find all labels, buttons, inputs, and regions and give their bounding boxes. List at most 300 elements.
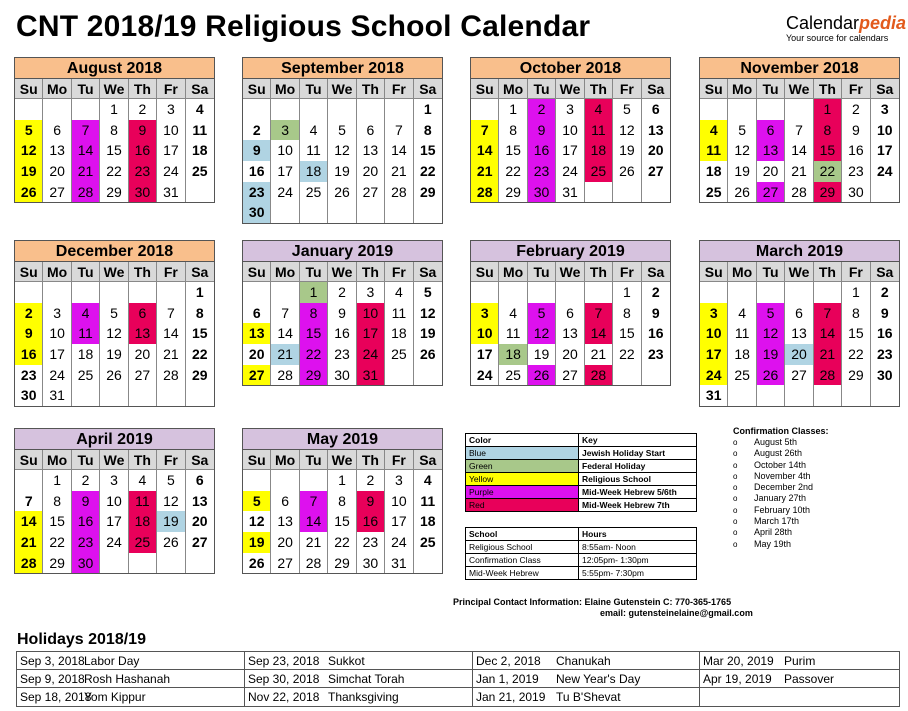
legend-row: [466, 460, 696, 473]
calendar-day: 31: [157, 182, 185, 203]
empty-day: [157, 553, 185, 574]
holiday-row: [245, 652, 472, 670]
calendar-day: 11: [129, 491, 157, 512]
weekday-header: Mo: [728, 79, 756, 99]
empty-day: [728, 385, 756, 406]
calendar-day: 14: [385, 140, 413, 161]
empty-day: [271, 470, 299, 491]
month-title: January 2019: [243, 241, 442, 262]
calendar-day: 10: [385, 491, 413, 512]
month-calendar: [14, 428, 215, 574]
holidays-table: [16, 651, 900, 707]
weekday-header: Su: [700, 79, 728, 99]
month-title: April 2019: [15, 429, 214, 450]
calendar-day: 25: [700, 182, 728, 203]
calendar-day: 8: [842, 303, 870, 324]
calendar-day: 12: [15, 140, 43, 161]
calendar-day: 25: [72, 365, 100, 386]
calendar-day: 1: [613, 282, 641, 303]
calendar-day: 28: [814, 365, 842, 386]
weekday-header: Th: [585, 79, 613, 99]
empty-day: [243, 470, 271, 491]
calendar-day: 16: [243, 161, 271, 182]
schedule-hours: 5:55pm- 7:30pm: [582, 568, 644, 578]
calendar-day: 21: [300, 532, 328, 553]
calendar-day: 19: [728, 161, 756, 182]
calendar-day: 13: [43, 140, 71, 161]
calendar-day: 24: [271, 182, 299, 203]
calendar-day: 9: [880, 304, 889, 321]
legend-color-swatch: Purple: [466, 486, 579, 498]
calendar-day: 3: [385, 470, 413, 491]
calendar-day: 9: [243, 140, 271, 161]
calendar-day: 11: [728, 323, 756, 344]
calendar-day: 30: [15, 385, 43, 406]
weekday-header: Fr: [613, 262, 641, 282]
calendar-day: 20: [43, 161, 71, 182]
calendar-day: 24: [471, 365, 499, 386]
empty-day: [642, 182, 670, 203]
month-title: October 2018: [471, 58, 670, 79]
calendar-day: 4: [700, 120, 728, 141]
weekday-header: Tu: [300, 450, 328, 470]
calendar-day: 4: [499, 303, 527, 324]
empty-day: [814, 385, 842, 406]
calendar-day: 30: [357, 553, 385, 574]
holiday-row: [473, 670, 699, 688]
weekday-header: Su: [243, 79, 271, 99]
calendar-day: 14: [814, 323, 842, 344]
calendar-day: 16: [328, 323, 356, 344]
calendar-day: 14: [157, 323, 185, 344]
calendar-day: 26: [613, 161, 641, 182]
calendar-day: 29: [814, 182, 842, 203]
calendar-day: 10: [556, 120, 584, 141]
empty-day: [871, 385, 899, 406]
weekday-header: Th: [357, 79, 385, 99]
calendar-day: 4: [72, 303, 100, 324]
empty-day: [528, 282, 556, 303]
calendar-day: 16: [647, 325, 664, 342]
calendar-day: 21: [785, 161, 813, 182]
empty-day: [357, 99, 385, 120]
weekday-header: Sa: [871, 79, 899, 99]
calendar-day: 24: [700, 365, 728, 386]
empty-day: [15, 282, 43, 303]
calendar-day: 25: [385, 344, 413, 365]
empty-day: [186, 553, 214, 574]
empty-day: [129, 282, 157, 303]
weekday-header: Fr: [385, 262, 413, 282]
calendar-day: 5: [100, 303, 128, 324]
calendar-day: 11: [300, 140, 328, 161]
empty-day: [585, 282, 613, 303]
weekday-header: We: [100, 450, 128, 470]
month-title: November 2018: [700, 58, 899, 79]
holiday-name: Labor Day: [84, 654, 140, 668]
holiday-date: Jan 1, 2019: [476, 672, 539, 686]
empty-day: [157, 282, 185, 303]
calendar-day: 17: [556, 140, 584, 161]
holiday-column: [245, 652, 473, 706]
weekday-header: Fr: [842, 262, 870, 282]
calendar-day: 12: [419, 304, 436, 321]
weekday-header: Mo: [43, 79, 71, 99]
legend-color-swatch: Red: [466, 499, 579, 511]
calendar-day: 25: [129, 532, 157, 553]
calendar-day: 1: [300, 282, 328, 303]
weekday-header: Mo: [43, 262, 71, 282]
weekday-header: Mo: [43, 450, 71, 470]
empty-day: [700, 99, 728, 120]
calendar-day: 27: [43, 182, 71, 203]
calendar-day: 9: [842, 120, 870, 141]
calendar-day: 29: [191, 366, 208, 383]
calendar-day: 21: [15, 532, 43, 553]
calendar-day: 18: [499, 344, 527, 365]
calendar-day: 9: [328, 303, 356, 324]
schedule-hours: 12:05pm- 1:30pm: [582, 555, 649, 565]
calendar-day: 16: [357, 511, 385, 532]
month-title: September 2018: [243, 58, 442, 79]
weekday-header: Th: [357, 450, 385, 470]
calendar-day: 30: [842, 182, 870, 203]
calendar-day: 18: [300, 161, 328, 182]
calendar-day: 28: [15, 553, 43, 574]
calendar-day: 28: [157, 365, 185, 386]
calendar-day: 5: [613, 99, 641, 120]
calendar-day: 13: [129, 323, 157, 344]
month-grid: [243, 450, 442, 573]
month-calendar: [242, 57, 443, 224]
weekday-header: Sa: [871, 262, 899, 282]
calendar-day: 25: [585, 161, 613, 182]
weekday-header: Tu: [528, 262, 556, 282]
month-title: May 2019: [243, 429, 442, 450]
calendar-day: 25: [728, 365, 756, 386]
calendar-day: 30: [328, 365, 356, 386]
weekday-header: We: [556, 262, 584, 282]
month-grid: [15, 79, 214, 202]
calendar-day: 3: [100, 470, 128, 491]
calendar-day: 10: [157, 120, 185, 141]
calendar-day: 10: [700, 323, 728, 344]
calendar-day: 28: [385, 182, 413, 203]
calendar-day: 30: [528, 182, 556, 203]
calendar-day: 14: [300, 511, 328, 532]
empty-day: [72, 99, 100, 120]
confirmation-date: o May 19th: [733, 539, 829, 550]
weekday-header: Su: [15, 262, 43, 282]
calendar-day: 24: [157, 161, 185, 182]
calendar-day: 25: [419, 534, 436, 551]
calendar-day: 16: [842, 140, 870, 161]
calendar-day: 25: [499, 365, 527, 386]
calendar-day: 7: [471, 120, 499, 141]
calendar-day: 9: [129, 120, 157, 141]
holiday-row: [473, 688, 699, 706]
calendar-day: 26: [157, 532, 185, 553]
calendar-day: 20: [647, 142, 664, 159]
calendar-day: 30: [876, 366, 893, 383]
calendar-day: 8: [613, 303, 641, 324]
calendar-day: 6: [757, 120, 785, 141]
calendar-day: 7: [15, 491, 43, 512]
calendar-day: 31: [385, 553, 413, 574]
legend-key: Jewish Holiday Start: [582, 448, 666, 458]
calendar-day: 26: [419, 346, 436, 363]
holiday-name: New Year's Day: [556, 672, 641, 686]
holiday-column: [473, 652, 700, 706]
calendar-day: 17: [157, 140, 185, 161]
calendar-day: 27: [757, 182, 785, 203]
empty-day: [842, 385, 870, 406]
empty-day: [757, 385, 785, 406]
holiday-date: Dec 2, 2018: [476, 654, 541, 668]
calendar-day: 30: [129, 182, 157, 203]
weekday-header: Su: [15, 450, 43, 470]
calendar-day: 13: [757, 140, 785, 161]
calendar-day: 21: [385, 161, 413, 182]
confirmation-date: o August 5th: [733, 437, 829, 448]
empty-day: [72, 282, 100, 303]
calendar-day: 7: [814, 303, 842, 324]
weekday-header: Mo: [271, 79, 299, 99]
calendar-day: 8: [328, 491, 356, 512]
calendar-day: 13: [647, 121, 664, 138]
calendar-day: 2: [328, 282, 356, 303]
weekday-header: Th: [129, 450, 157, 470]
month-grid: [471, 79, 670, 202]
brand-part2: pedia: [859, 13, 907, 33]
empty-day: [385, 365, 413, 386]
legend-color-swatch: Green: [466, 460, 579, 472]
schedule-header-school: School: [466, 528, 579, 540]
calendar-day: 11: [499, 323, 527, 344]
calendar-day: 1: [195, 284, 204, 300]
weekday-header: Tu: [757, 262, 785, 282]
calendar-day: 5: [528, 303, 556, 324]
calendar-day: 11: [192, 121, 208, 138]
legend-key: Mid-Week Hebrew 5/6th: [582, 487, 677, 497]
weekday-header: Th: [357, 262, 385, 282]
calendar-day: 1: [814, 99, 842, 120]
calendar-day: 19: [757, 344, 785, 365]
calendar-day: 12: [528, 323, 556, 344]
calendar-day: 4: [195, 101, 204, 117]
schedule-row: [466, 567, 696, 579]
legend-header-color: Color: [466, 434, 579, 446]
empty-day: [757, 282, 785, 303]
calendar-day: 19: [328, 161, 356, 182]
empty-day: [728, 282, 756, 303]
holiday-row: [17, 652, 244, 670]
legend-row: [466, 486, 696, 499]
calendar-day: 3: [271, 120, 299, 141]
calendar-day: 14: [271, 323, 299, 344]
schedule-hours: 8:55am- Noon: [582, 542, 636, 552]
calendar-day: 23: [15, 365, 43, 386]
empty-day: [300, 99, 328, 120]
calendar-day: 18: [129, 511, 157, 532]
empty-day: [15, 470, 43, 491]
confirmation-date: o February 10th: [733, 505, 829, 516]
schedule-school: Confirmation Class: [466, 554, 579, 566]
contact-email: email: gutensteinelaine@gmail.com: [600, 608, 753, 618]
calendar-day: 15: [613, 323, 641, 344]
empty-day: [414, 202, 442, 223]
weekday-header: We: [100, 79, 128, 99]
calendar-day: 1: [842, 282, 870, 303]
empty-day: [328, 99, 356, 120]
weekday-header: Mo: [271, 450, 299, 470]
month-grid: [15, 262, 214, 406]
confirmation-classes: [733, 426, 829, 550]
calendar-day: 22: [191, 346, 208, 363]
calendar-day: 24: [100, 532, 128, 553]
weekday-header: Sa: [186, 79, 214, 99]
confirmation-date: o October 14th: [733, 460, 829, 471]
empty-day: [300, 202, 328, 223]
month-calendar: [470, 57, 671, 203]
calendar-day: 1: [328, 470, 356, 491]
calendar-day: 17: [271, 161, 299, 182]
legend-header-row: [466, 434, 696, 447]
calendar-day: 19: [15, 161, 43, 182]
holiday-date: Jan 21, 2019: [476, 690, 546, 704]
weekday-header: Tu: [757, 79, 785, 99]
calendar-day: 13: [191, 492, 208, 509]
weekday-header: Th: [585, 262, 613, 282]
holiday-date: Nov 22, 2018: [248, 690, 320, 704]
weekday-header: Fr: [842, 79, 870, 99]
calendar-day: 29: [328, 553, 356, 574]
calendar-day: 15: [191, 325, 208, 342]
confirmation-list: [733, 437, 829, 550]
calendar-day: 23: [243, 182, 271, 203]
holiday-date: Sep 18, 2018: [20, 690, 92, 704]
calendar-day: 19: [419, 325, 436, 342]
calendar-day: 14: [785, 140, 813, 161]
calendar-day: 23: [842, 161, 870, 182]
schedule-header-hours: Hours: [582, 529, 607, 539]
calendar-day: 3: [157, 99, 185, 120]
month-calendar: [242, 240, 443, 386]
empty-day: [728, 99, 756, 120]
weekday-header: Su: [15, 79, 43, 99]
empty-day: [471, 282, 499, 303]
weekday-header: Sa: [414, 79, 442, 99]
calendar-day: 13: [556, 323, 584, 344]
calendar-day: 22: [842, 344, 870, 365]
confirmation-date: o December 2nd: [733, 482, 829, 493]
calendar-day: 29: [300, 365, 328, 386]
calendar-day: 22: [613, 344, 641, 365]
weekday-header: Fr: [613, 79, 641, 99]
calendar-day: 13: [785, 323, 813, 344]
calendar-day: 22: [100, 161, 128, 182]
empty-day: [785, 99, 813, 120]
calendar-day: 17: [43, 344, 71, 365]
calendar-day: 17: [876, 142, 893, 159]
legend-header-key: Key: [582, 435, 598, 445]
calendar-day: 20: [191, 513, 208, 530]
calendar-day: 6: [357, 120, 385, 141]
calendar-day: 10: [43, 323, 71, 344]
calendar-day: 28: [300, 553, 328, 574]
holiday-name: Purim: [784, 654, 816, 668]
calendar-day: 3: [43, 303, 71, 324]
weekday-header: Sa: [186, 262, 214, 282]
schedule-table: [465, 527, 697, 580]
weekday-header: Su: [700, 262, 728, 282]
weekday-header: Sa: [414, 262, 442, 282]
calendar-day: 16: [15, 344, 43, 365]
month-calendar: [242, 428, 443, 574]
schedule-row: [466, 554, 696, 567]
brand-tagline: Your source for calendars: [786, 33, 889, 43]
month-title: August 2018: [15, 58, 214, 79]
empty-day: [72, 385, 100, 406]
empty-day: [129, 385, 157, 406]
calendar-day: 3: [880, 101, 889, 117]
empty-day: [186, 385, 214, 406]
confirmation-title: Confirmation Classes:: [733, 426, 829, 436]
weekday-header: Tu: [528, 79, 556, 99]
weekday-header: Tu: [72, 262, 100, 282]
weekday-header: Fr: [157, 262, 185, 282]
calendar-day: 17: [100, 511, 128, 532]
holiday-date: Apr 19, 2019: [703, 672, 772, 686]
calendar-day: 23: [328, 344, 356, 365]
calendar-day: 20: [757, 161, 785, 182]
empty-day: [328, 202, 356, 223]
weekday-header: We: [328, 450, 356, 470]
calendar-day: 18: [728, 344, 756, 365]
calendar-day: 15: [328, 511, 356, 532]
holiday-row: [17, 670, 244, 688]
weekday-header: We: [328, 262, 356, 282]
legend-color-swatch: Blue: [466, 447, 579, 459]
schedule-header-row: [466, 528, 696, 541]
calendar-day: 14: [72, 140, 100, 161]
weekday-header: Tu: [300, 262, 328, 282]
calendar-day: 9: [72, 491, 100, 512]
calendar-day: 24: [876, 163, 893, 180]
calendar-day: 27: [647, 163, 664, 180]
empty-day: [642, 365, 670, 386]
calendar-day: 10: [876, 121, 893, 138]
calendar-day: 23: [876, 346, 893, 363]
calendar-day: 18: [700, 161, 728, 182]
weekday-header: Fr: [157, 450, 185, 470]
calendar-day: 28: [785, 182, 813, 203]
calendar-day: 12: [728, 140, 756, 161]
empty-day: [243, 282, 271, 303]
holiday-name: Passover: [784, 672, 835, 686]
calendar-day: 16: [876, 325, 893, 342]
month-title: February 2019: [471, 241, 670, 262]
calendar-day: 15: [814, 140, 842, 161]
calendar-day: 3: [556, 99, 584, 120]
holiday-row: [700, 670, 899, 688]
brand-logo[interactable]: [786, 13, 906, 34]
calendar-day: 18: [585, 140, 613, 161]
calendar-day: 22: [814, 161, 842, 182]
empty-day: [471, 99, 499, 120]
empty-day: [385, 99, 413, 120]
calendar-day: 22: [43, 532, 71, 553]
